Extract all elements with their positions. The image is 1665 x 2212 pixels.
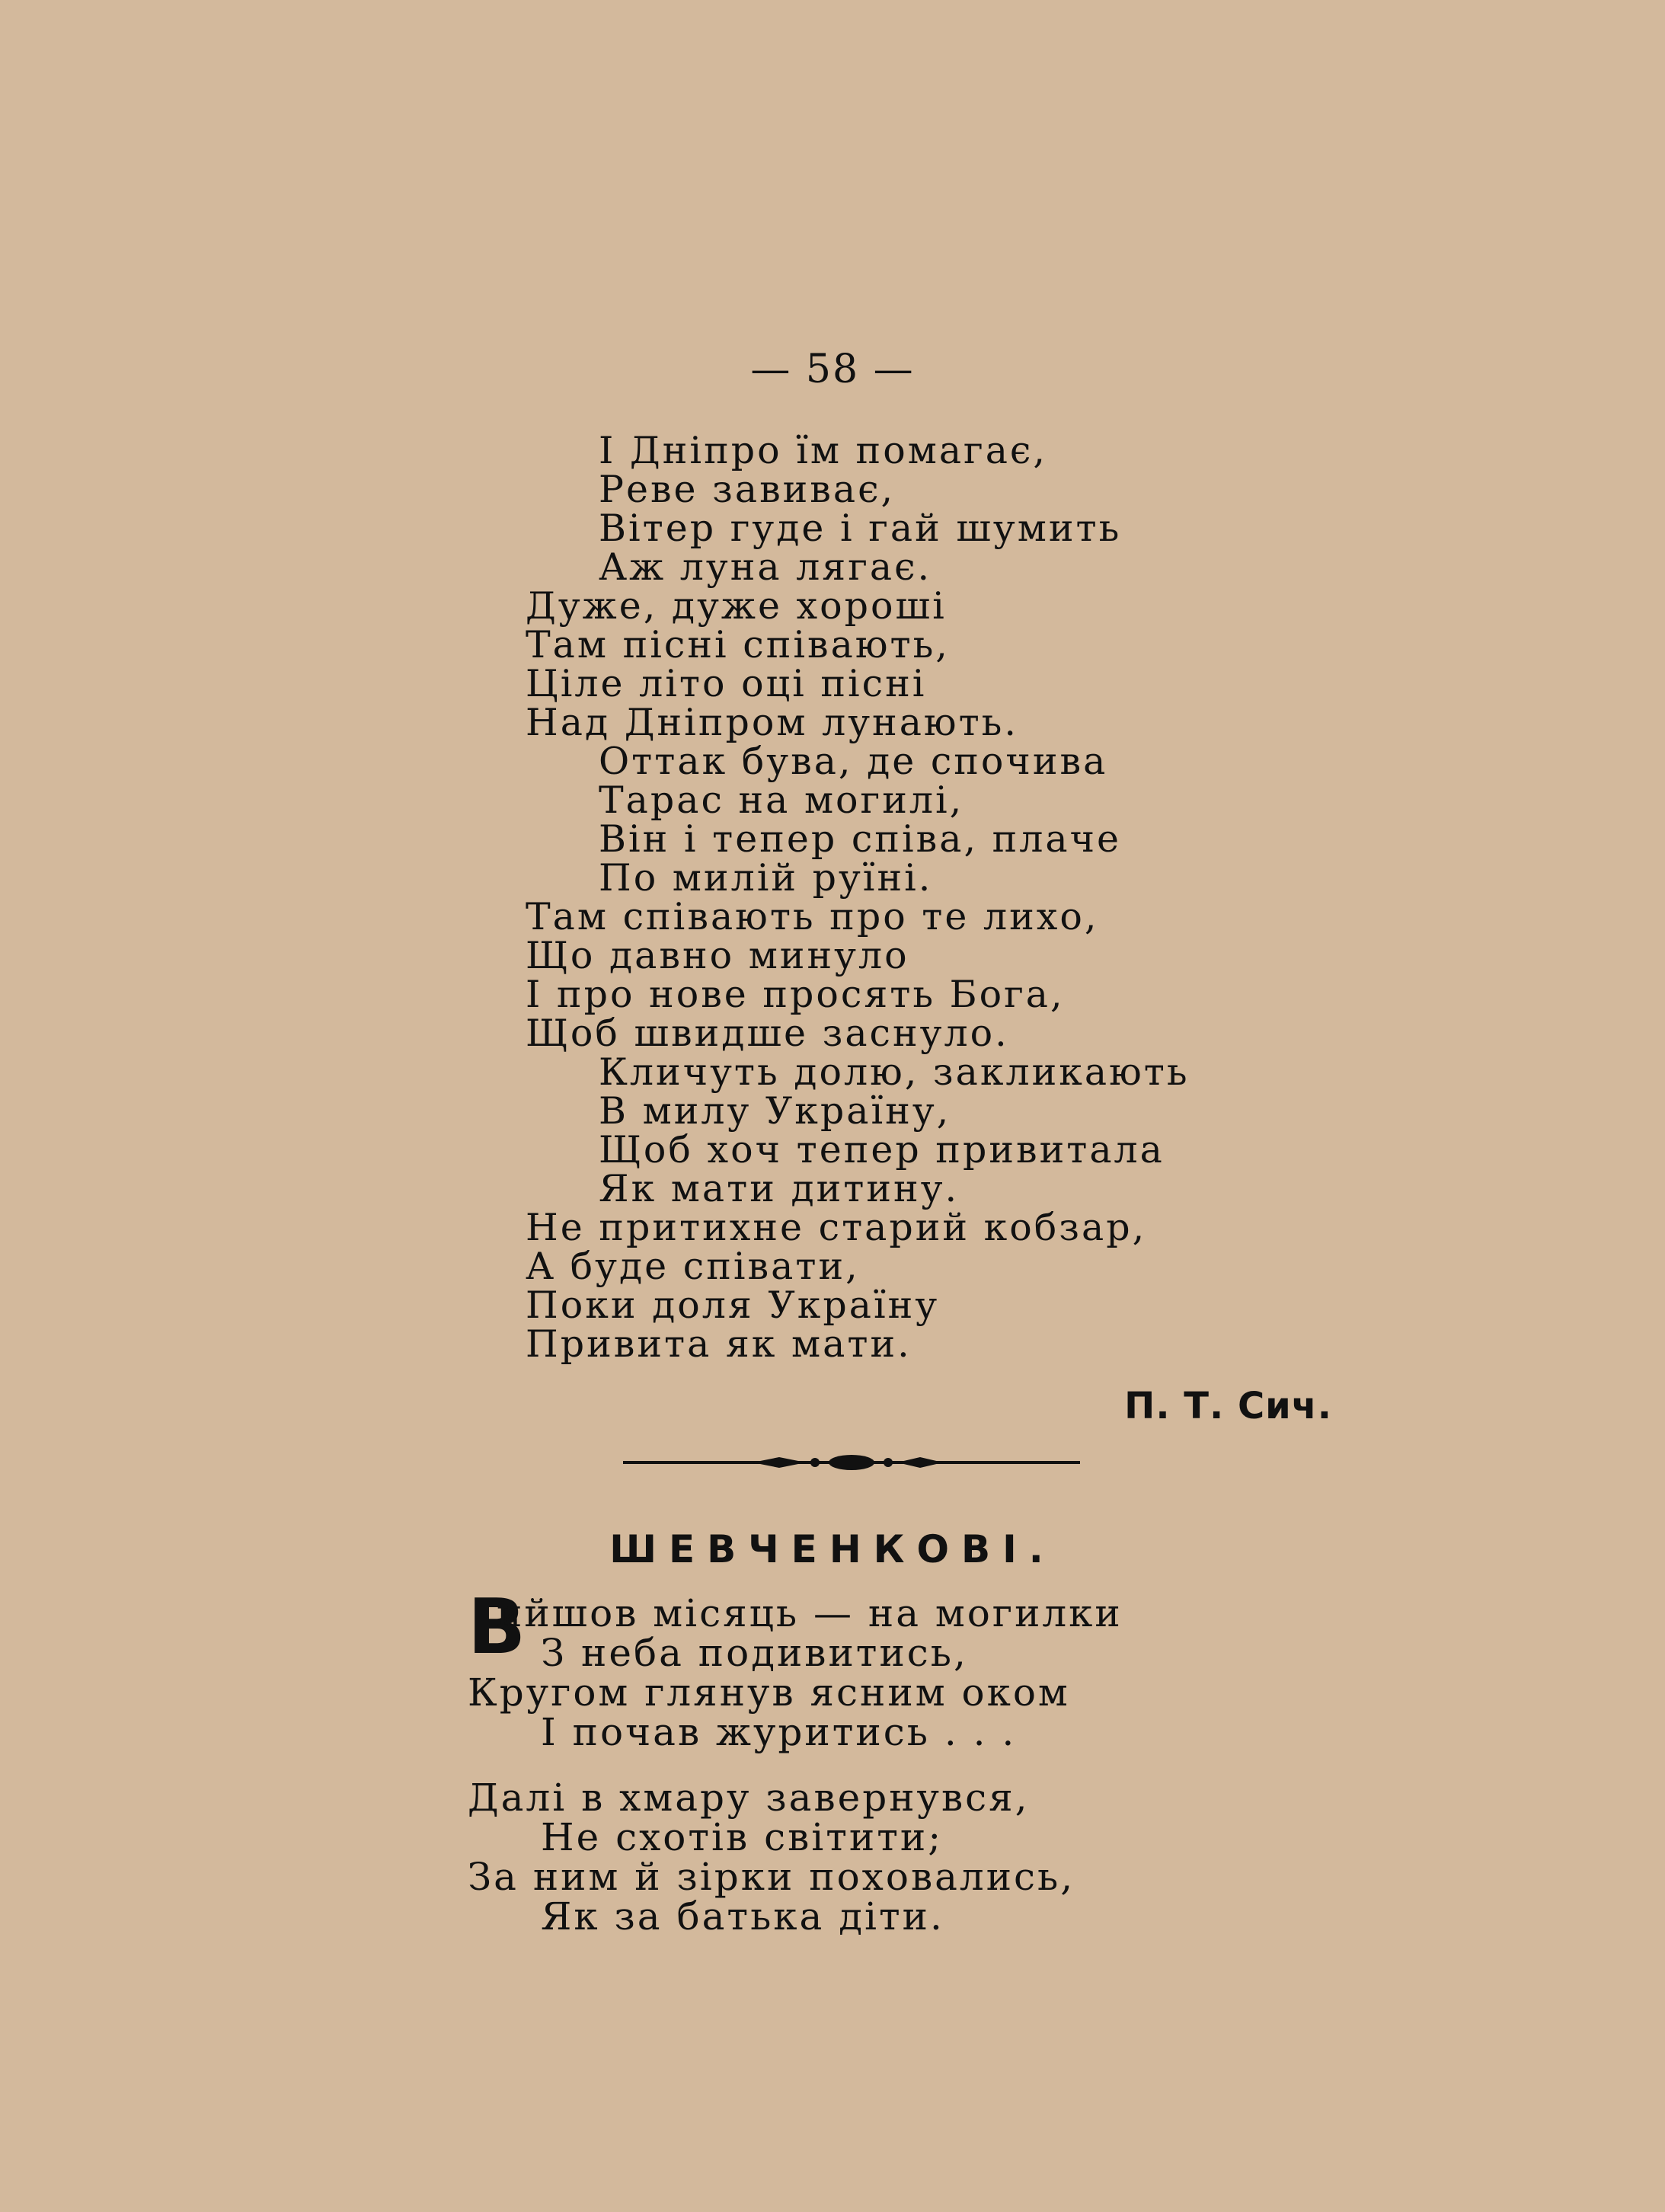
poem-line: Аж луна лягає. xyxy=(599,545,932,589)
ornamental-divider xyxy=(623,1447,1080,1478)
poem-line: В милу Україну, xyxy=(599,1089,951,1133)
poem-line: Тарас на могилі, xyxy=(599,778,964,822)
poem-line: Кругом глянув ясним оком xyxy=(468,1670,1070,1715)
poem-line: Вітер гуде і гай шумить xyxy=(599,507,1122,550)
first-line-text: ийшов місяць — на могилки xyxy=(497,1591,1123,1635)
poem-line: За ним й зірки поховались, xyxy=(468,1855,1075,1899)
poem-line: І почав журитись . . . xyxy=(541,1710,1017,1754)
poem-line: Привита як мати. xyxy=(526,1322,912,1366)
poem-line: Як мати дитину. xyxy=(599,1167,960,1210)
poem-line: По милій руїні. xyxy=(599,856,933,900)
poem-line: Поки доля Україну xyxy=(526,1283,940,1327)
poem-title: ШЕВЧЕНКОВІ. xyxy=(609,1527,1056,1571)
poem-line: Не схотів світити; xyxy=(541,1815,944,1859)
poem-line: З неба подивитись, xyxy=(541,1631,968,1675)
poem-line: Як за батька діти. xyxy=(541,1894,944,1939)
page-number: — 58 — xyxy=(750,347,915,392)
poem-line: А буде співати, xyxy=(526,1245,860,1288)
poem-line: Ціле літо оці пісні xyxy=(526,662,927,705)
poem-line: Там пісні співають, xyxy=(526,623,950,666)
poem-line: Не притихне старий кобзар, xyxy=(526,1206,1147,1249)
poem-line: Щоб швидше заснуло. xyxy=(526,1012,1009,1055)
poem-line: Там співають про те лихо, xyxy=(526,895,1099,938)
drop-cap: В xyxy=(468,1582,529,1671)
poem-line: Дуже, дуже хороші xyxy=(526,584,947,628)
poem-line: Над Дніпром лунають. xyxy=(526,701,1018,744)
poem-line: Щоб хоч тепер привитала xyxy=(599,1128,1165,1172)
poem-continuation xyxy=(526,429,1409,1366)
poem-line: Далі в хмару завернувся, xyxy=(468,1776,1030,1820)
poem-line: Оттак бува, де спочива xyxy=(599,740,1108,783)
stanza-gap xyxy=(468,1752,1458,1778)
poem-author: П. Т. Сич. xyxy=(1124,1385,1332,1427)
poem-line: І про нове просять Бога, xyxy=(526,973,1065,1016)
poem-line: І Дніпро їм помагає, xyxy=(599,429,1047,472)
poem-line: Реве завиває, xyxy=(599,468,896,511)
poem-line: Кличуть долю, закликають xyxy=(599,1050,1190,1094)
poem-line: Що давно минуло xyxy=(526,934,909,977)
poem-shevchenkovi xyxy=(468,1582,1458,1939)
poem-line: Він і тепер співа, плаче xyxy=(599,817,1121,861)
